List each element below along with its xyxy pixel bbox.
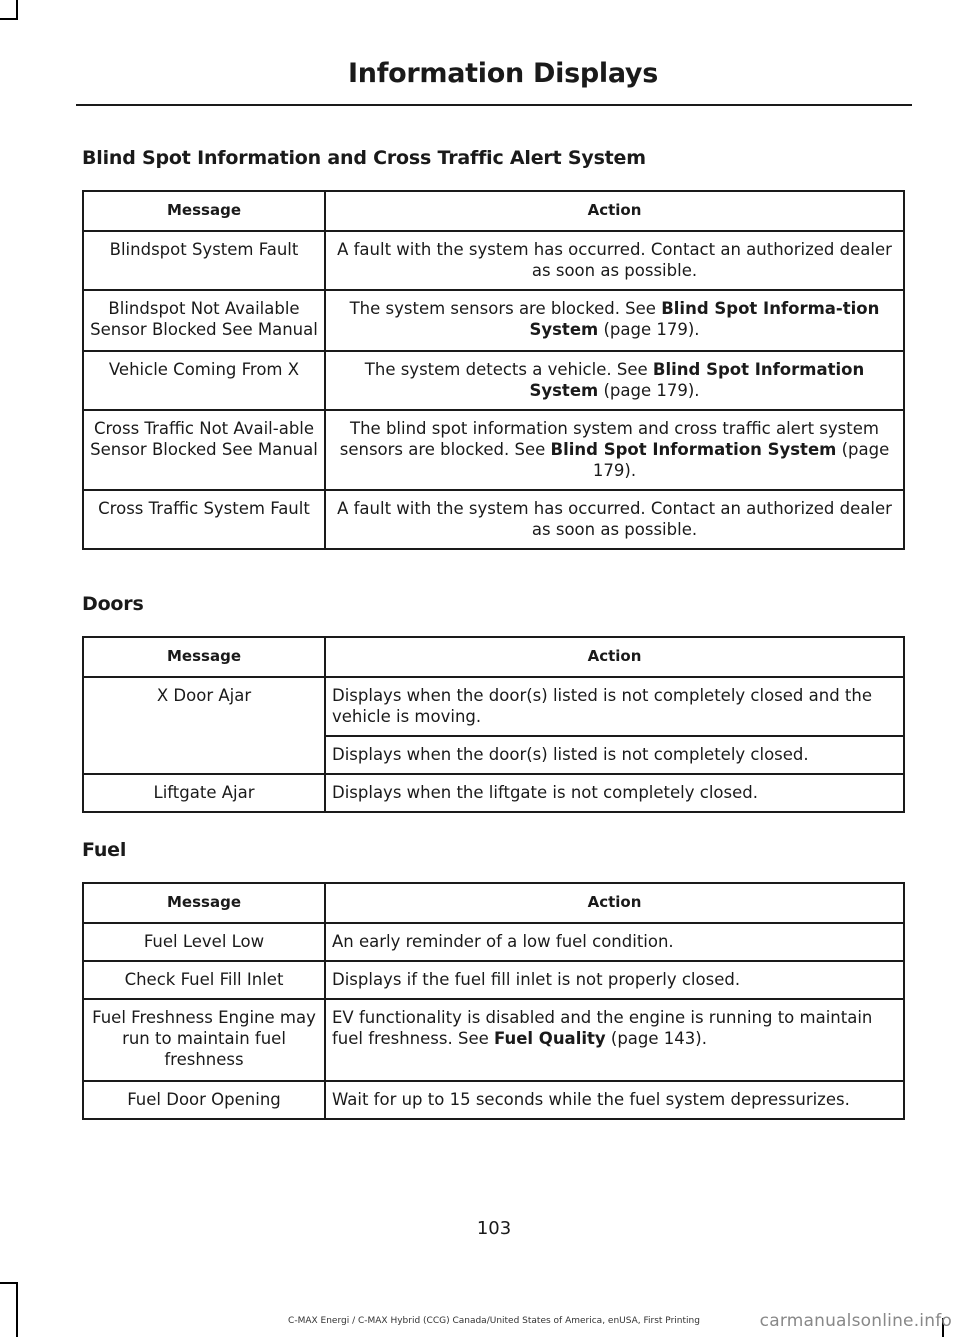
message-cell: Cross Traffic System Fault <box>83 490 325 549</box>
message-cell: X Door Ajar <box>83 677 325 774</box>
page-header-title: Information Displays <box>348 58 658 89</box>
action-cell: A fault with the system has occurred. Contact an authorized dealer as soon as possible. <box>325 490 904 549</box>
fuel-table <box>82 882 905 1120</box>
table-row <box>83 410 904 490</box>
header-rule <box>76 104 912 106</box>
table-row <box>83 231 904 290</box>
watermark: carmanualsonline.info <box>759 1311 952 1331</box>
action-cell <box>325 290 904 351</box>
crop-mark-top-left-h <box>0 18 18 20</box>
action-cell: An early reminder of a low fuel condition. <box>325 923 904 961</box>
action-text: The system detects a vehicle. See <box>364 360 653 379</box>
table-header-row <box>83 637 904 677</box>
message-cell: Blindspot System Fault <box>83 231 325 290</box>
message-cell: Fuel Level Low <box>83 923 325 961</box>
page-reference-link[interactable]: Blind Spot Informa-tion System <box>529 299 880 339</box>
crop-mark-bottom-left <box>16 1282 18 1337</box>
section-title-fuel: Fuel <box>82 839 127 861</box>
action-page-ref: (page 143). <box>605 1029 707 1048</box>
action-page-ref: (page 179). <box>598 320 700 339</box>
column-header-message: Message <box>83 637 325 677</box>
action-cell <box>325 351 904 410</box>
action-cell: A fault with the system has occurred. Contact an authorized dealer as soon as possible. <box>325 231 904 290</box>
page-reference-link[interactable]: Blind Spot Information System <box>550 440 837 459</box>
action-cell: Displays if the fuel fill inlet is not properly closed. <box>325 961 904 999</box>
table-row <box>83 290 904 351</box>
table-row <box>83 490 904 549</box>
message-cell: Fuel Freshness Engine may run to maintain fuel freshness <box>83 999 325 1081</box>
page-number: 103 <box>476 1218 512 1239</box>
action-text: The blind spot information system and cross traffic alert system sensors are blocked. See <box>339 419 879 459</box>
table-row <box>83 351 904 410</box>
action-cell <box>325 410 904 490</box>
message-cell: Cross Traffic Not Avail-able Sensor Blocked See Manual <box>83 410 325 490</box>
table-row <box>83 677 904 736</box>
message-cell: Blindspot Not Available Sensor Blocked See Manual <box>83 290 325 351</box>
action-page-ref: (page 179). <box>598 381 700 400</box>
action-cell: Displays when the liftgate is not completely closed. <box>325 774 904 812</box>
action-page-ref: (page 179). <box>592 440 890 480</box>
message-cell: Fuel Door Opening <box>83 1081 325 1119</box>
column-header-action: Action <box>325 191 904 231</box>
action-cell: Wait for up to 15 seconds while the fuel system depressurizes. <box>325 1081 904 1119</box>
action-cell: Displays when the door(s) listed is not completely closed and the vehicle is moving. <box>325 677 904 736</box>
action-text: The system sensors are blocked. See <box>349 299 662 318</box>
message-cell: Liftgate Ajar <box>83 774 325 812</box>
message-cell: Vehicle Coming From X <box>83 351 325 410</box>
page-reference-link[interactable]: Fuel Quality <box>494 1029 606 1048</box>
column-header-message: Message <box>83 191 325 231</box>
table-row <box>83 1081 904 1119</box>
blind-spot-table <box>82 190 905 550</box>
doors-table <box>82 636 905 813</box>
action-cell <box>325 999 904 1081</box>
table-header-row <box>83 191 904 231</box>
section-title-doors: Doors <box>82 593 144 615</box>
table-row <box>83 961 904 999</box>
page-reference-link[interactable]: Blind Spot Information System <box>529 360 865 400</box>
action-text: EV functionality is disabled and the engine is running to maintain fuel freshness. See <box>332 1008 873 1048</box>
message-cell: Check Fuel Fill Inlet <box>83 961 325 999</box>
table-header-row <box>83 883 904 923</box>
column-header-action: Action <box>325 637 904 677</box>
column-header-message: Message <box>83 883 325 923</box>
table-row <box>83 923 904 961</box>
table-row <box>83 774 904 812</box>
crop-mark-bottom-left-h <box>0 1282 18 1284</box>
crop-mark-top-left <box>16 0 18 20</box>
footer-text: C-MAX Energi / C-MAX Hybrid (CCG) Canada/United States of America, enUSA, First Printing <box>288 1316 700 1326</box>
section-title-blind-spot: Blind Spot Information and Cross Traffic Alert System <box>82 147 646 169</box>
table-row <box>83 999 904 1081</box>
action-cell: Displays when the door(s) listed is not completely closed. <box>325 736 904 774</box>
column-header-action: Action <box>325 883 904 923</box>
